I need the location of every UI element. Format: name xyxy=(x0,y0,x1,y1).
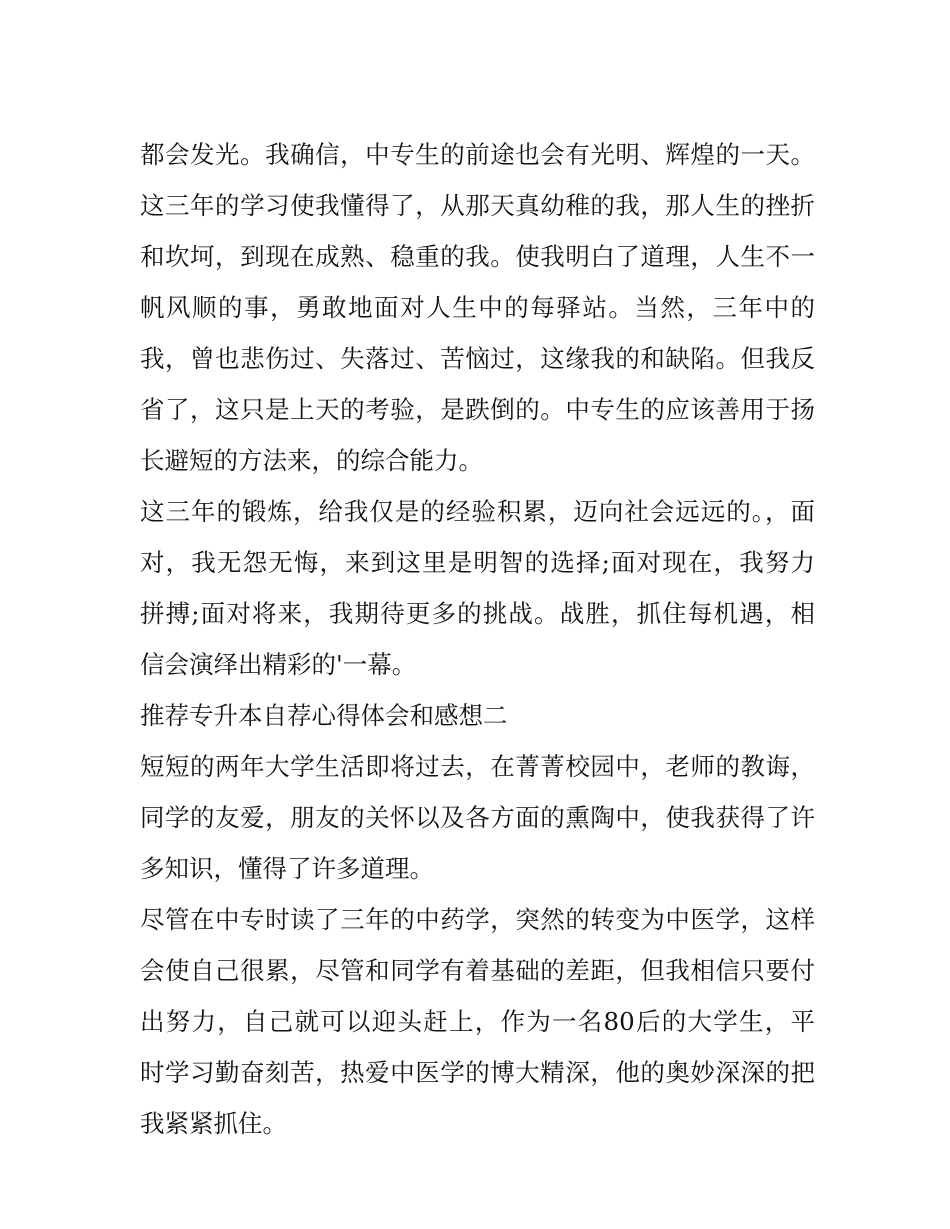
text-line: 时学习勤奋刻苦，热爱中医学的博大精深，他的奥妙深深的把 xyxy=(140,1058,815,1087)
text-line: 多知识，懂得了许多道理。 xyxy=(140,854,434,883)
text-line: 我，曾也悲伤过、失落过、苦恼过，这缘我的和缺陷。但我反 xyxy=(140,344,815,373)
text-line: 信会演绎出精彩的'一幕。 xyxy=(140,650,417,679)
text-line: 长避短的方法来，的综合能力。 xyxy=(140,446,483,475)
text-line: 同学的友爱，朋友的关怀以及各方面的熏陶中，使我获得了许 xyxy=(140,803,815,832)
text-line: 尽管在中专时读了三年的中药学，突然的转变为中医学，这样 xyxy=(140,905,815,934)
text-line: 这三年的学习使我懂得了，从那天真幼稚的我，那人生的挫折 xyxy=(140,191,815,220)
text-line: 出努力，自己就可以迎头赶上，作为一名80后的大学生，平 xyxy=(140,1007,815,1036)
document-body xyxy=(140,129,815,1149)
text-line: 短短的两年大学生活即将过去，在菁菁校园中，老师的教诲， xyxy=(140,752,815,781)
text-line: 这三年的锻炼，给我仅是的经验积累，迈向社会远远的。，面 xyxy=(140,497,815,526)
text-line: 会使自己很累，尽管和同学有着基础的差距，但我相信只要付 xyxy=(140,956,815,985)
text-line: 我紧紧抓住。 xyxy=(140,1109,287,1138)
text-line: 拼搏;面对将来，我期待更多的挑战。战胜，抓住每机遇，相 xyxy=(140,599,815,628)
text-line: 省了，这只是上天的考验，是跌倒的。中专生的应该善用于扬 xyxy=(140,395,815,424)
text-line: 都会发光。我确信，中专生的前途也会有光明、辉煌的一天。 xyxy=(140,140,815,169)
section-heading: 推荐专升本自荐心得体会和感想二 xyxy=(140,701,508,730)
text-line: 对，我无怨无悔，来到这里是明智的选择;面对现在，我努力 xyxy=(140,548,815,577)
text-line: 和坎坷，到现在成熟、稳重的我。使我明白了道理，人生不一 xyxy=(140,242,815,271)
text-line: 帆风顺的事，勇敢地面对人生中的每驿站。当然，三年中的 xyxy=(140,293,815,322)
